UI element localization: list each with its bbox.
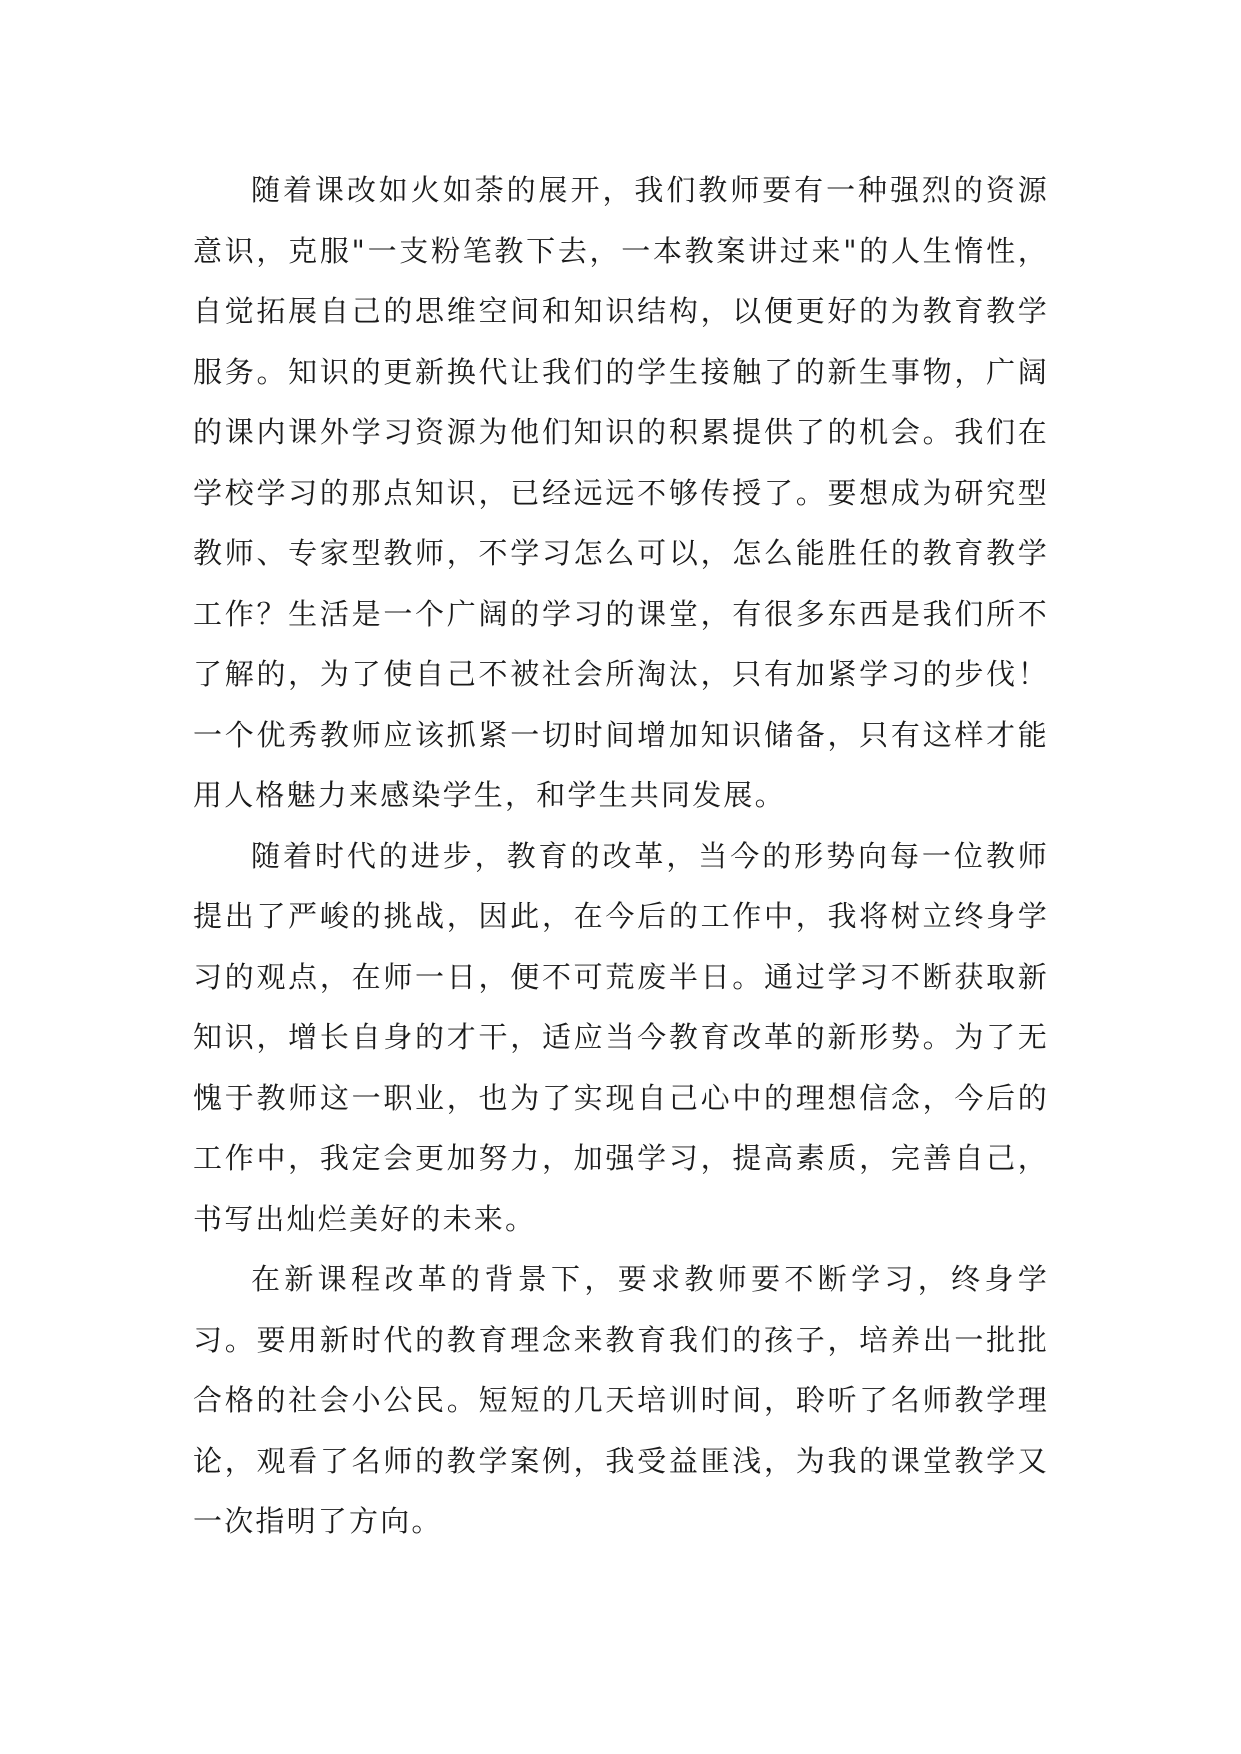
paragraph: 随着课改如火如荼的展开，我们教师要有一种强烈的资源意识，克服"一支粉笔教下去，一本教案讲过来"的人生惰性，自觉拓展自己的思维空间和知识结构，以便更好的为教育教学服务。知识的更新换代让我们的学生接触了的新生事物，广阔的课内课外学习资源为他们知识的积累提供了的机会。我们在学校学习的那点知识，已经远远不够传授了。要想成为研究型教师、专家型教师，不学习怎么可以，怎么能胜任的教育教学工作？生活是一个广阔的学习的课堂，有很多东西是我们所不了解的，为了使自己不被社会所淘汰，只有加紧学习的步伐！一个优秀教师应该抓紧一切时间增加知识储备，只有这样才能用人格魅力来感染学生，和学生共同发展。 bbox=[193, 173, 1049, 812]
paragraph: 随着时代的进步，教育的改革，当今的形势向每一位教师提出了严峻的挑战，因此，在今后的工作中，我将树立终身学习的观点，在师一日，便不可荒废半日。通过学习不断获取新知识，增长自身的才干，适应当今教育改革的新形势。为了无愧于教师这一职业，也为了实现自己心中的理想信念，今后的工作中，我定会更加努力，加强学习，提高素质，完善自己，书写出灿烂美好的未来。 bbox=[193, 838, 1049, 1236]
document-body bbox=[193, 160, 1049, 1552]
paragraph: 在新课程改革的背景下，要求教师要不断学习，终身学习。要用新时代的教育理念来教育我们的孩子，培养出一批批合格的社会小公民。短短的几天培训时间，聆听了名师教学理论，观看了名师的教学案例，我受益匪浅，为我的课堂教学又一次指明了方向。 bbox=[193, 1262, 1049, 1538]
